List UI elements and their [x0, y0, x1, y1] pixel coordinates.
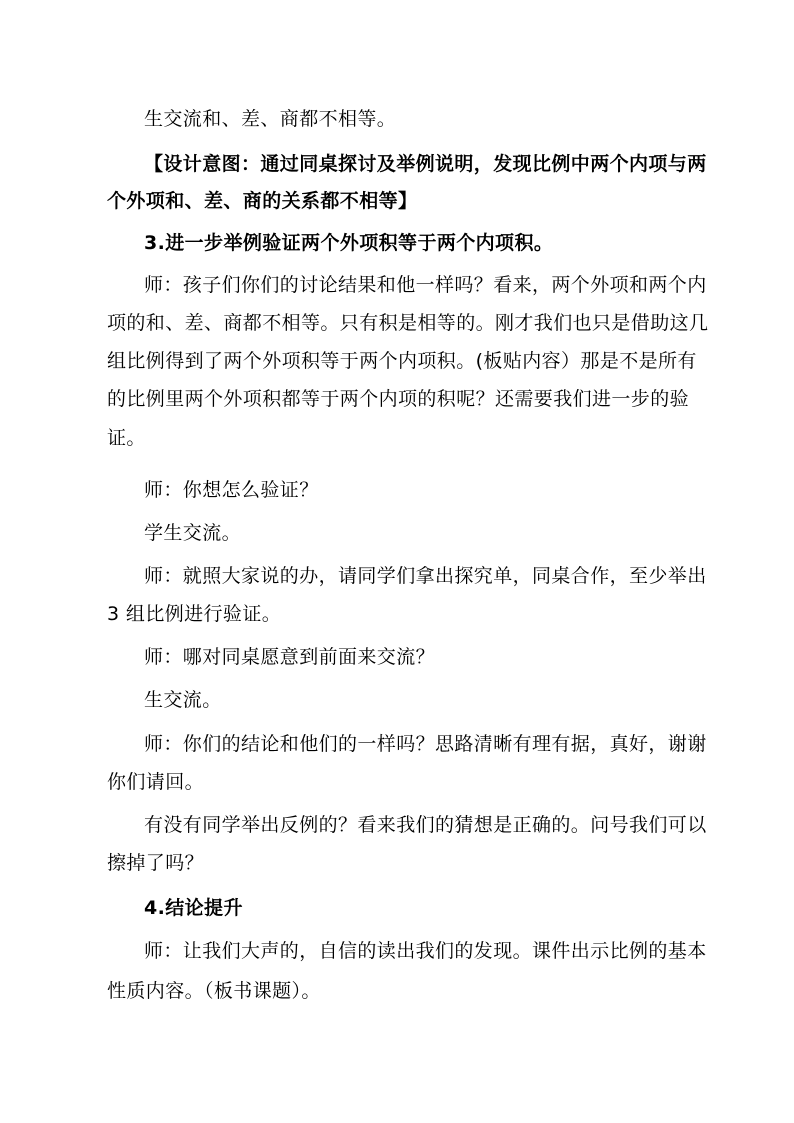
paragraph-line: 性质内容。（板书课题）。 [107, 980, 321, 1002]
design-intent-line: 【设计意图：通过同桌探讨及举例说明，发现比例中两个内项与两 [144, 153, 707, 175]
paragraph-line: 项的和、差、商都不相等。只有积是相等的。刚才我们也只是借助这几 [107, 312, 709, 334]
paragraph-line: 生交流和、差、商都不相等。 [144, 108, 397, 130]
paragraph-line: 3 组比例进行验证。 [107, 603, 282, 625]
paragraph-line: 师：就照大家说的办，请同学们拿出探究单，同桌合作，至少举出 [144, 565, 707, 587]
paragraph-line: 师：你们的结论和他们的一样吗？思路清晰有理有据，真好，谢谢 [144, 733, 707, 755]
paragraph-line: 有没有同学举出反例的？看来我们的猜想是正确的。问号我们可以 [144, 814, 707, 836]
paragraph-line: 师：你想怎么验证？ [144, 479, 319, 501]
design-intent-line: 个外项和、差、商的关系都不相等】 [107, 190, 418, 212]
paragraph-line: 证。 [107, 427, 146, 449]
paragraph-line: 学生交流。 [144, 522, 242, 544]
paragraph-line: 组比例得到了两个外项积等于两个内项积。(板贴内容）那是不是所有 [107, 350, 697, 372]
paragraph-line: 师：哪对同桌愿意到前面来交流？ [144, 646, 436, 668]
paragraph-line: 师：让我们大声的，自信的读出我们的发现。课件出示比例的基本 [144, 940, 707, 962]
section-heading: 4.结论提升 [144, 897, 243, 919]
paragraph-line: 你们请回。 [107, 771, 205, 793]
section-heading: 3.进一步举例验证两个外项积等于两个内项积。 [144, 232, 554, 254]
paragraph-line: 的比例里两个外项积都等于两个内项的积呢？还需要我们进一步的验 [107, 388, 690, 410]
paragraph-line: 师：孩子们你们的讨论结果和他一样吗？看来，两个外项和两个内 [144, 274, 707, 296]
paragraph-line: 擦掉了吗？ [107, 852, 205, 874]
paragraph-line: 生交流。 [144, 689, 222, 711]
